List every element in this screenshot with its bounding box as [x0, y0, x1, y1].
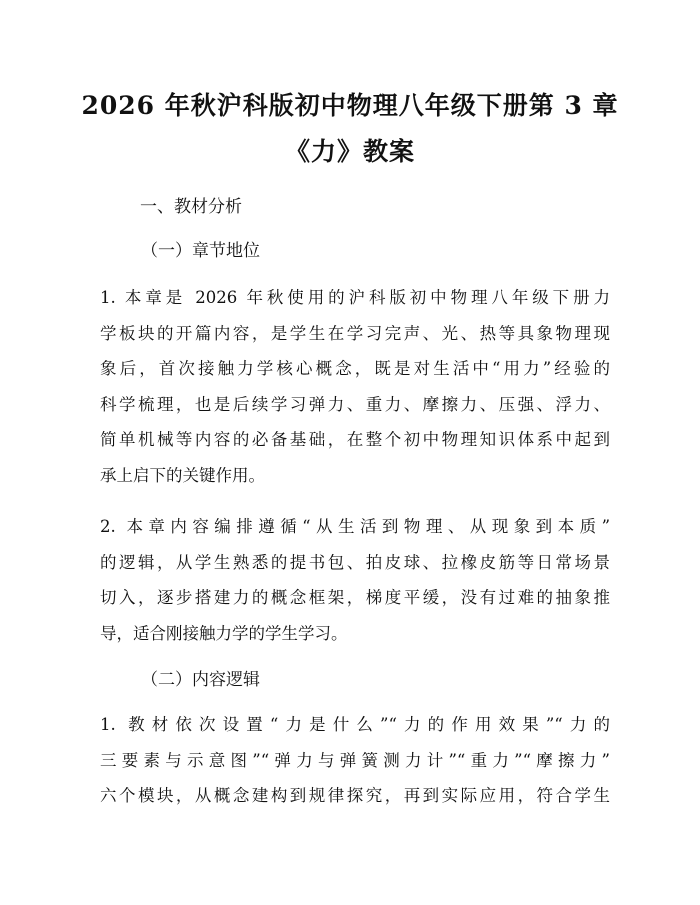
paragraph-line: 象后，首次接触力学核心概念，既是对生活中“用力”经验的: [100, 359, 610, 378]
paragraph-line: 2. 本章内容编排遵循“从生活到物理、从现象到本质”: [100, 517, 610, 536]
paragraph-line: 1. 教材依次设置“力是什么”“力的作用效果”“力的: [100, 715, 610, 734]
document-title-line-1: 2026 年秋沪科版初中物理八年级下册第 3 章: [81, 91, 619, 120]
paragraph-line: 简单机械等内容的必备基础，在整个初中物理知识体系中起到: [100, 430, 610, 449]
paragraph-line: 六个模块，从概念建构到规律探究，再到实际应用，符合学生: [100, 786, 610, 805]
document-title-line-2: 《力》教案: [284, 137, 415, 166]
paragraph-line: 的逻辑，从学生熟悉的提书包、拍皮球、拉橡皮筋等日常场景: [100, 552, 610, 572]
paragraph-line: 学板块的开篇内容，是学生在学习完声、光、热等具象物理现: [100, 323, 610, 343]
paragraph-content-logic-1: [100, 707, 610, 814]
paragraph-line: 承上启下的关键作用。: [100, 465, 265, 485]
paragraph-line: 三要素与示意图”“弹力与弹簧测力计”“重力”“摩擦力”: [100, 750, 610, 770]
paragraph-chapter-position-2: [100, 509, 610, 651]
section-heading-textbook-analysis: 一、教材分析: [140, 197, 242, 217]
subsection-heading-chapter-position: （一）章节地位: [141, 241, 260, 261]
paragraph-line: 1. 本章是 2026 年秋使用的沪科版初中物理八年级下册力: [100, 288, 610, 307]
paragraph-line: 导，适合刚接触力学的学生学习。: [100, 623, 348, 643]
paragraph-chapter-position-1: [100, 280, 610, 493]
subsection-heading-content-logic: （二）内容逻辑: [141, 670, 260, 690]
paragraph-line: 科学梳理，也是后续学习弹力、重力、摩擦力、压强、浮力、: [100, 394, 610, 414]
paragraph-line: 切入，逐步搭建力的概念框架，梯度平缓，没有过难的抽象推: [100, 588, 610, 607]
